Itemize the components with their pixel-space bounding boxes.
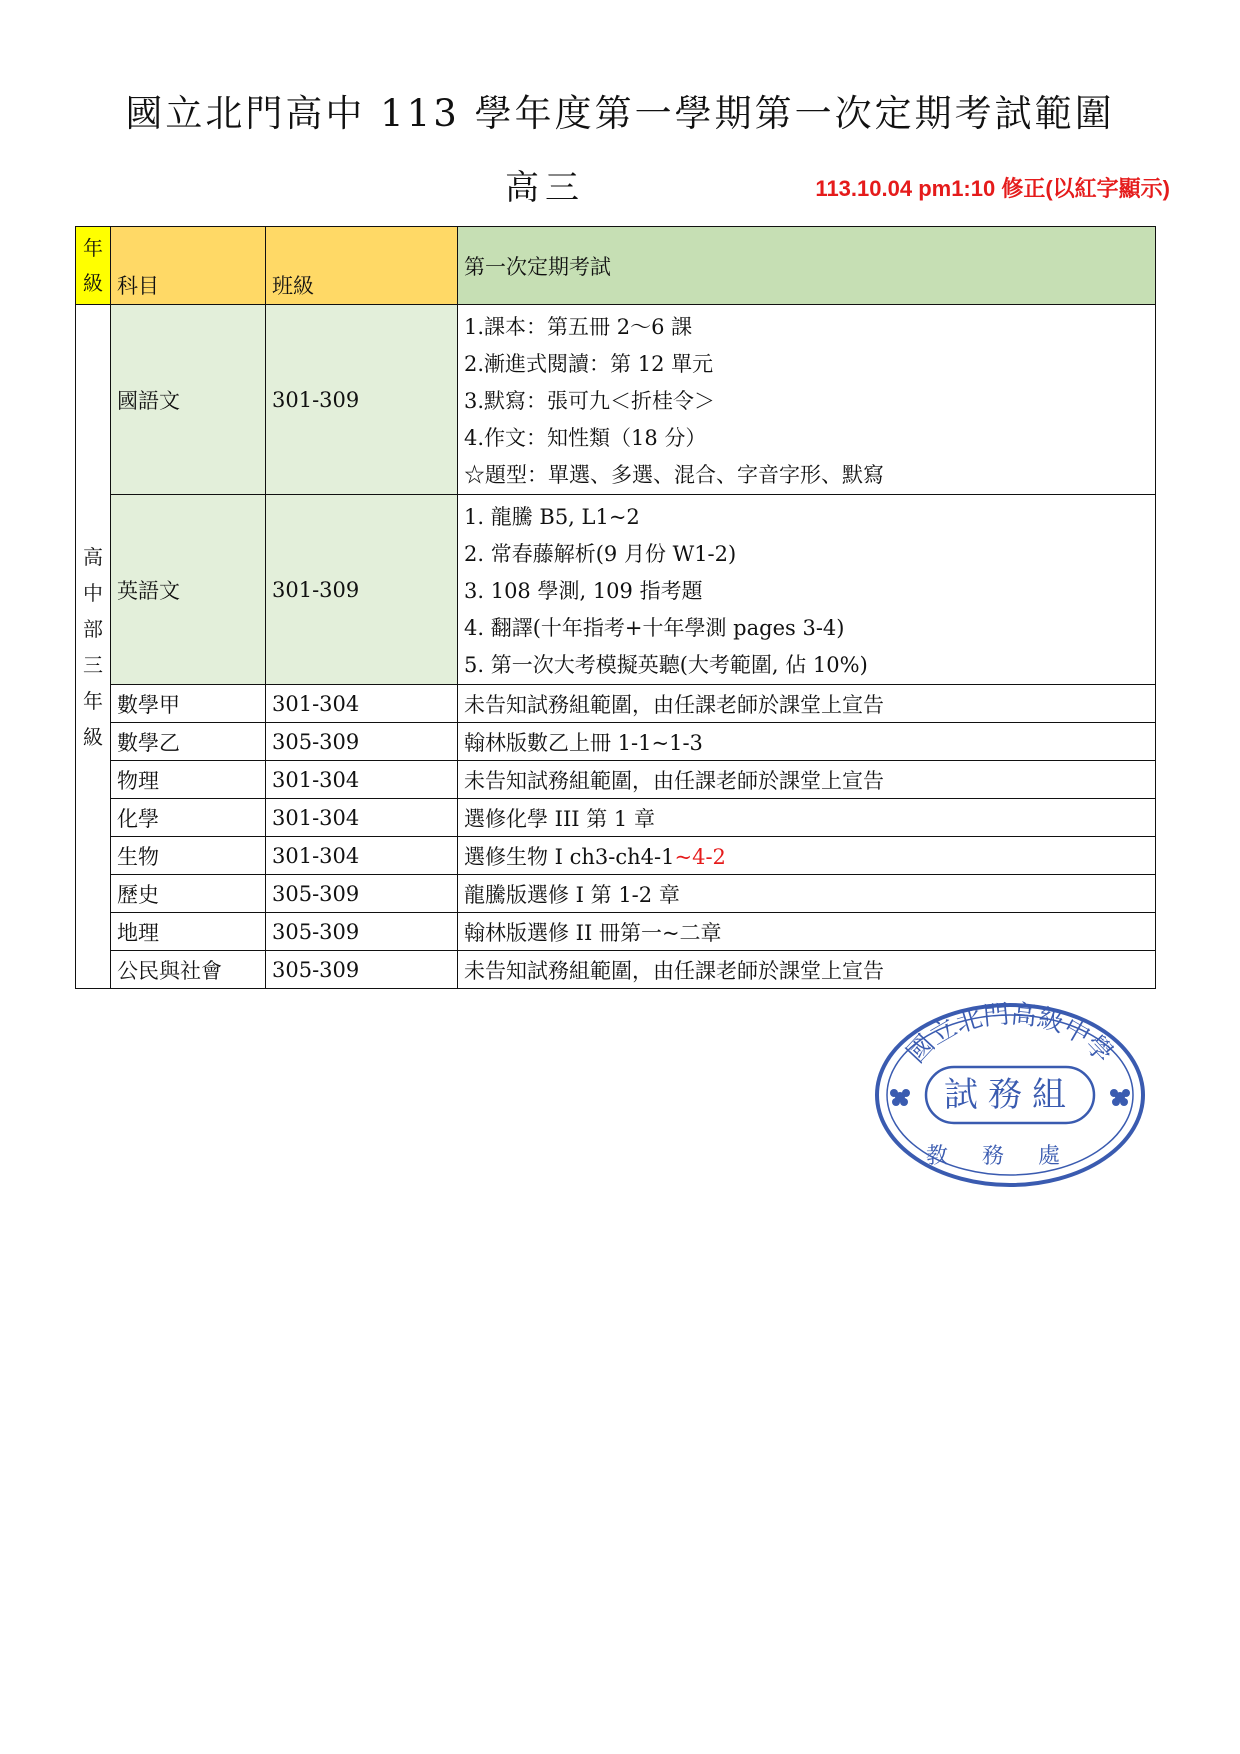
subject-cell: 歷史 [111, 875, 266, 913]
range-cell [458, 837, 1156, 875]
range-revision-text: ~4-2 [674, 844, 726, 869]
table-row [76, 685, 1156, 723]
class-cell: 305-309 [266, 875, 458, 913]
subject-cell: 數學乙 [111, 723, 266, 761]
header-grade: 年 級 [76, 227, 111, 305]
class-cell: 301-309 [266, 495, 458, 685]
range-cell: 翰林版選修 II 冊第一~二章 [458, 913, 1156, 951]
subject-cell: 化學 [111, 799, 266, 837]
exam-range-table [75, 226, 1156, 989]
class-cell: 301-304 [266, 799, 458, 837]
subject-cell: 英語文 [111, 495, 266, 685]
table-row [76, 799, 1156, 837]
range-line: ☆題型：單選、多選、混合、字音字形、默寫 [464, 463, 884, 487]
class-cell: 305-309 [266, 951, 458, 989]
range-line: 4.作文：知性類（18 分） [464, 426, 707, 450]
range-line: 2. 常春藤解析(9 月份 W1-2) [464, 542, 737, 566]
table-row [76, 761, 1156, 799]
table-row [76, 495, 1156, 685]
table-row [76, 305, 1156, 495]
header-range: 第一次定期考試 [458, 227, 1156, 305]
class-cell: 301-304 [266, 761, 458, 799]
grade-label: 高 中 部 三 年 級 [76, 305, 111, 989]
class-cell: 301-309 [266, 305, 458, 495]
table-row [76, 723, 1156, 761]
table-row [76, 913, 1156, 951]
stamp-outer-text: 國立北門高級中學 [901, 999, 1119, 1070]
range-line: 2.漸進式閱讀：第 12 單元 [464, 352, 714, 376]
stamp-bottom-text: 教務處 [925, 1144, 1095, 1169]
class-cell: 305-309 [266, 723, 458, 761]
table-header-row [76, 227, 1156, 305]
range-cell: 未告知試務組範圍，由任課老師於課堂上宣告 [458, 761, 1156, 799]
table-row [76, 875, 1156, 913]
revision-note: 113.10.04 pm1:10 修正(以紅字顯示) [815, 176, 1170, 201]
range-cell [458, 495, 1156, 685]
flower-icon [890, 1089, 910, 1106]
range-line: 3.默寫：張可九＜折桂令＞ [464, 389, 716, 413]
range-cell [458, 305, 1156, 495]
range-cell: 翰林版數乙上冊 1-1~1-3 [458, 723, 1156, 761]
subject-cell: 國語文 [111, 305, 266, 495]
range-line: 5. 第一次大考模擬英聽(大考範圍, 佔 10%) [464, 653, 868, 677]
range-cell: 選修化學 III 第 1 章 [458, 799, 1156, 837]
page-title: 國立北門高中 113 學年度第一學期第一次定期考試範圍 [125, 92, 1115, 135]
stamp-center-text: 試務組 [944, 1075, 1076, 1115]
range-line: 3. 108 學測, 109 指考題 [464, 579, 703, 603]
office-stamp [870, 997, 1150, 1193]
range-text: 選修生物 I ch3-ch4-1 [464, 844, 675, 869]
header-class: 班級 [266, 227, 458, 305]
subject-cell: 數學甲 [111, 685, 266, 723]
class-cell: 301-304 [266, 685, 458, 723]
range-cell: 龍騰版選修 I 第 1-2 章 [458, 875, 1156, 913]
subject-cell: 物理 [111, 761, 266, 799]
range-line: 1. 龍騰 B5, L1~2 [464, 505, 640, 529]
subject-cell: 生物 [111, 837, 266, 875]
class-cell: 301-304 [266, 837, 458, 875]
grade-subtitle: 高三 [505, 168, 585, 208]
class-cell: 305-309 [266, 913, 458, 951]
range-cell: 未告知試務組範圍，由任課老師於課堂上宣告 [458, 685, 1156, 723]
header-subject: 科目 [111, 227, 266, 305]
table-row [76, 951, 1156, 989]
range-line: 4. 翻譯(十年指考+十年學測 pages 3-4) [464, 616, 845, 640]
range-line: 1.課本：第五冊 2～6 課 [464, 315, 693, 339]
subject-cell: 地理 [111, 913, 266, 951]
table-row [76, 837, 1156, 875]
range-cell: 未告知試務組範圍，由任課老師於課堂上宣告 [458, 951, 1156, 989]
flower-icon [1110, 1089, 1130, 1106]
subject-cell: 公民與社會 [111, 951, 266, 989]
